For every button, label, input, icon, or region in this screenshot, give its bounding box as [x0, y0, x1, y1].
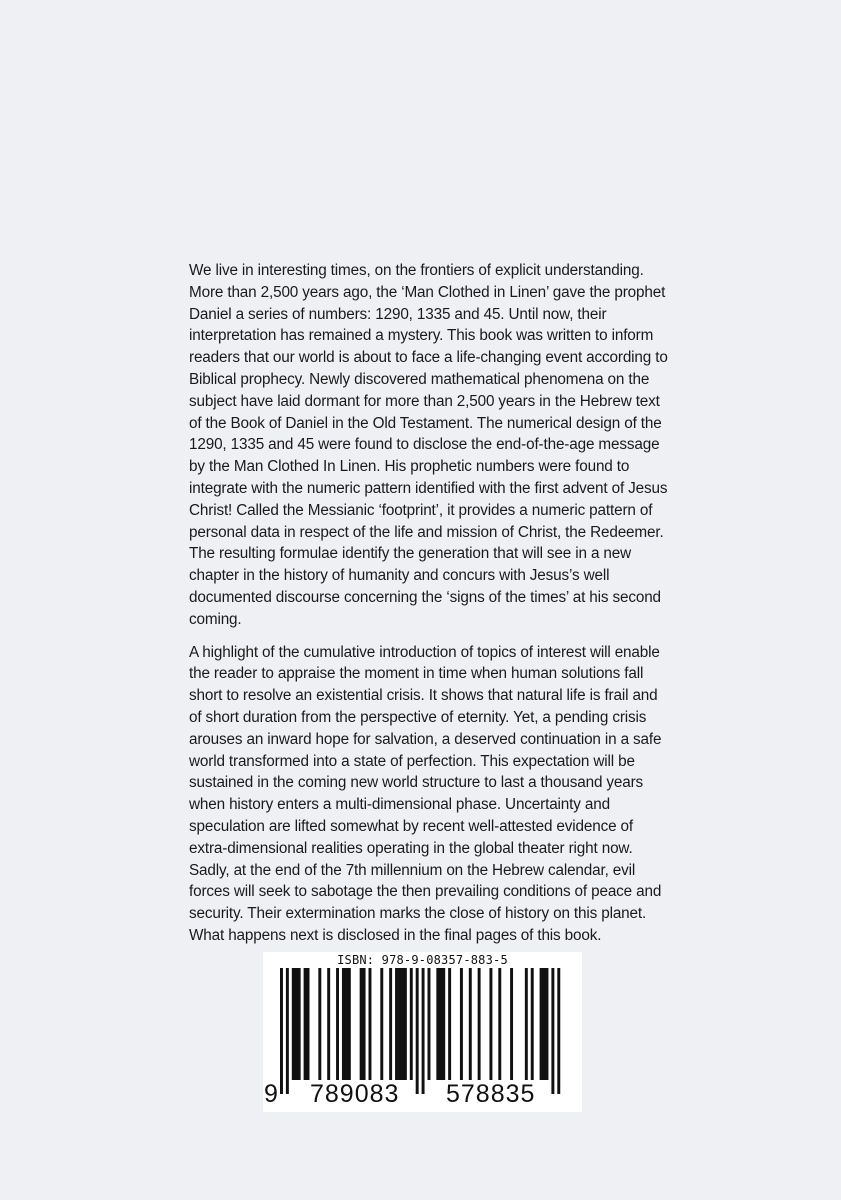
barcode-bar [448, 968, 451, 1080]
barcode-bar [410, 968, 413, 1080]
barcode-first-digit: 9 [264, 1080, 279, 1108]
barcode-bar [510, 968, 513, 1080]
barcode-bar [292, 968, 301, 1080]
barcode-bar [336, 968, 339, 1080]
barcode-guard-bar [422, 968, 425, 1094]
barcode-bar [389, 968, 392, 1080]
isbn-barcode [263, 952, 582, 1112]
barcode-bar [498, 968, 501, 1080]
barcode-guard-bar [551, 968, 554, 1094]
barcode-bar [540, 968, 549, 1080]
barcode-bar [531, 968, 534, 1080]
barcode-bar [525, 968, 528, 1080]
barcode-bar [395, 968, 407, 1080]
barcode-left-digits: 789083 [310, 1080, 400, 1108]
barcode-guard-bar [557, 968, 560, 1094]
barcode-bar [428, 968, 431, 1080]
barcode-bar [304, 968, 310, 1080]
barcode-guard-bar [286, 968, 289, 1094]
barcode-bar [369, 968, 372, 1080]
barcode-bar [478, 968, 481, 1080]
barcode-bar [380, 968, 383, 1080]
barcode-bar [460, 968, 463, 1080]
barcode-bar [327, 968, 330, 1080]
barcode-bar [342, 968, 351, 1080]
blurb-paragraph-1: We live in interesting times, on the frontiers of explicit understanding. More than 2,500 years ago, the ‘Man Clothed in Linen’ gave the prophet Daniel a series of numbers: 1290, 1335 and 45. Until now, their interpretation has remained a mystery. This book was written to inform readers that our world is about to face a life-changing event according to Biblical prophecy. Newly discovered mathematical phenomena on the subject have laid dormant for more than 2,500 years in the Hebrew text of the Book of Daniel in the Old Testament. The numerical design of the 1290, 1335 and 45 were found to disclose the end-of-the-age message by the Man Clothed In Linen. His prophetic numbers were found to integrate with the numeric pattern identified with the first advent of Jesus Christ! Called the Messianic ‘footprint’, it provides a numeric pattern of personal data in respect of the life and mission of Christ, the Redeemer. The resulting formulae identify the generation that will see in a new chapter in the history of humanity and concurs with Jesus’s well documented discourse concerning the ‘signs of the times’ at his second coming. [189, 262, 668, 628]
isbn-label: ISBN: 978-9-08357-883-5 [337, 953, 508, 967]
back-cover-blurb [189, 260, 669, 947]
barcode-bar [436, 968, 445, 1080]
barcode-bar [318, 968, 321, 1080]
blurb-paragraph-2: A highlight of the cumulative introduction of topics of interest will enable the reader to appraise the moment in time when human solutions fall short to resolve an existential crisis. It shows that natural life is frail and of short duration from the perspective of eternity. Yet, a pending crisis arouses an inward hope for salvation, a deserved continuation in a safe world transformed into a state of perfection. This expectation will be sustained in the coming new world structure to last a thousand years when history enters a multi-dimensional phase. Uncertainty and speculation are lifted somewhat by recent well-attested evidence of extra-dimensional realities operating in the global theater right now. Sadly, at the end of the 7th millennium on the Hebrew calendar, evil forces will seek to sabotage the then prevailing conditions of peace and security. Their extermination marks the close of history on this planet. What happens next is disclosed in the final pages of this book. [189, 643, 662, 944]
barcode-bar [489, 968, 492, 1080]
barcode-right-digits: 578835 [446, 1080, 536, 1108]
barcode-bar [469, 968, 472, 1080]
barcode-guard-bar [280, 968, 283, 1094]
barcode-bar [360, 968, 366, 1080]
barcode-guard-bar [416, 968, 419, 1094]
